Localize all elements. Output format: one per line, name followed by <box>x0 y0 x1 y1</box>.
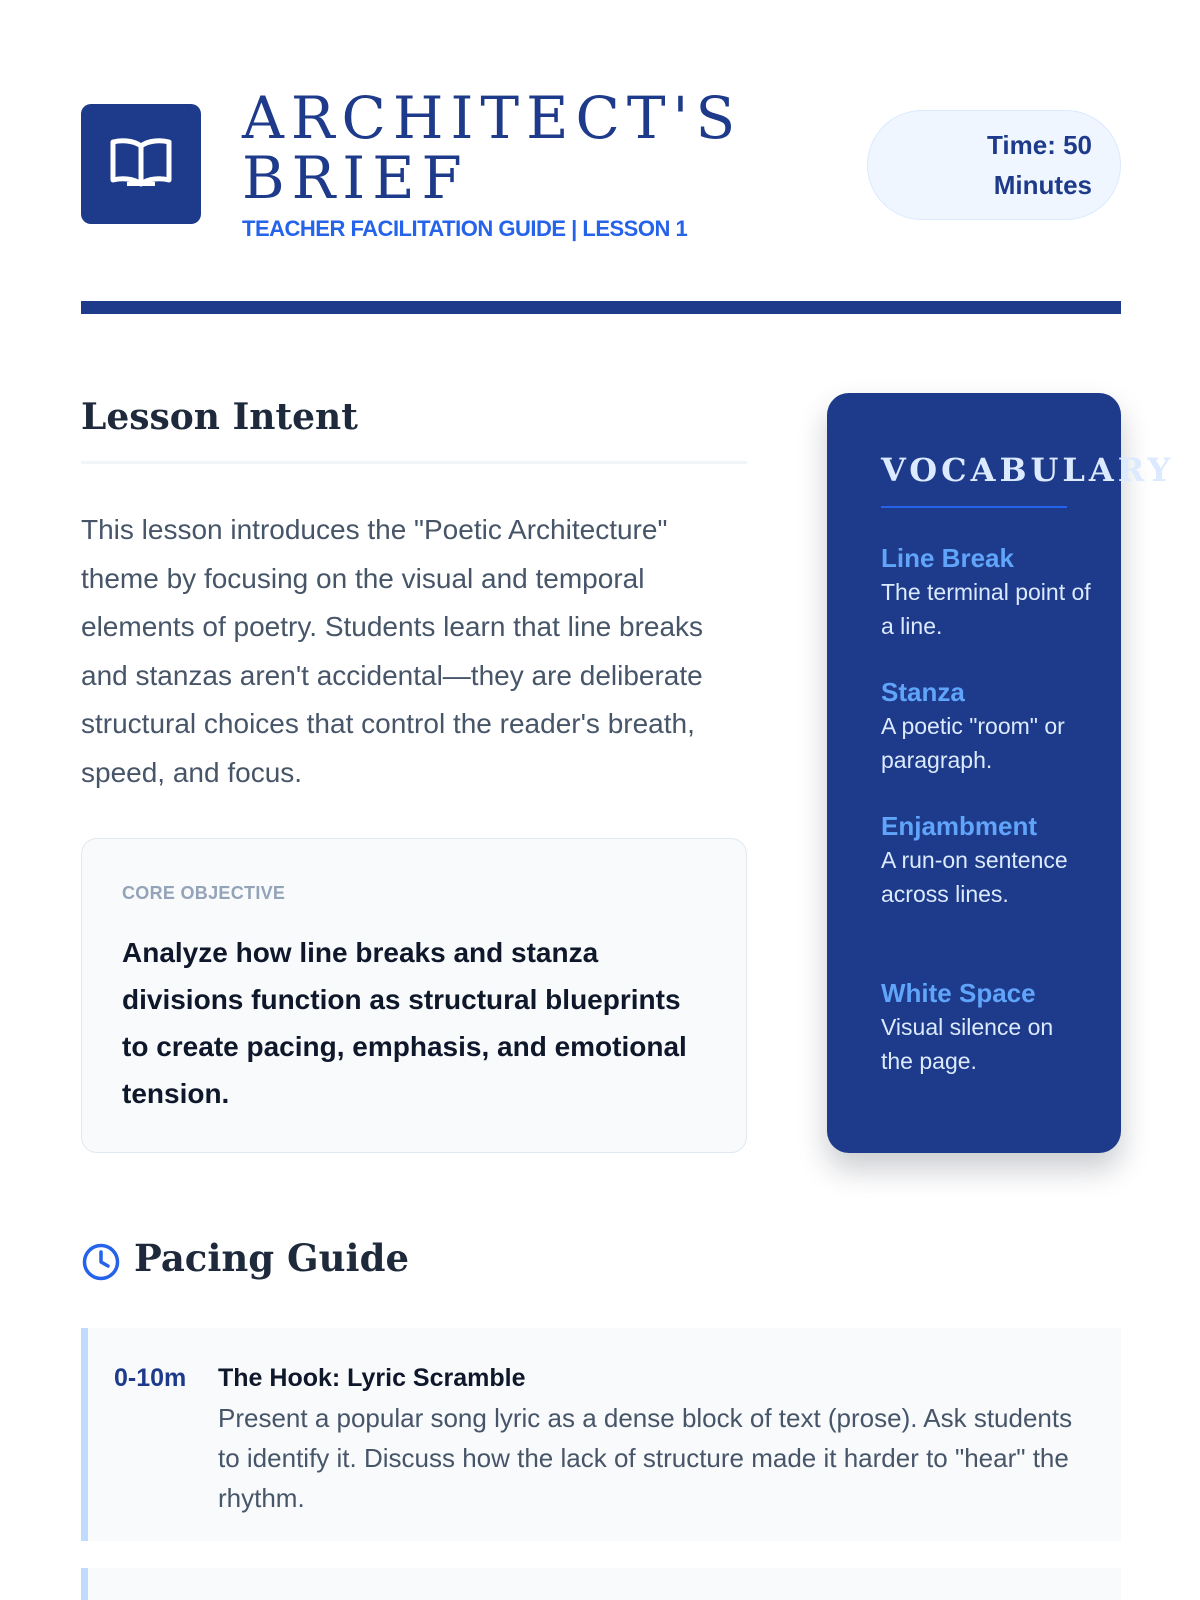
vocab-term-name: Line Break <box>881 543 1014 573</box>
vocabulary-heading: VOCABULARY <box>881 451 1175 489</box>
vocab-term-name: Enjambment <box>881 811 1038 841</box>
pacing-row <box>81 1568 1121 1600</box>
lesson-intent-text: This lesson introduces the "Poetic Architecture" theme by focusing on the visual and temporal elements of poetry. Students learn that line breaks and stanzas aren't accidental—they are deliberate structural choices that control the reader's breath, speed, and focus. <box>81 514 704 788</box>
pacing-time: 0-10m <box>114 1364 187 1392</box>
core-objective-card <box>81 838 747 1153</box>
vocab-term-definition: The terminal point of a line. <box>881 579 1091 639</box>
header <box>81 84 1121 248</box>
pacing-description: Present a popular song lyric as a dense block of text (prose). Ask students to identify it. Discuss how the lack of structure made it harder to "hear" the rhythm. <box>218 1403 1073 1513</box>
pacing-row <box>81 1328 1121 1541</box>
core-objective-text: Analyze how line breaks and stanza divisions function as structural blueprints to create pacing, emphasis, and emotional tension. <box>122 937 687 1109</box>
vocab-term-name: White Space <box>881 978 1036 1008</box>
vocab-term-name: Stanza <box>881 677 965 707</box>
vocab-term-definition: Visual silence on the page. <box>881 1014 1054 1074</box>
lesson-intent-heading: Lesson Intent <box>81 396 358 438</box>
open-book-icon <box>109 136 173 192</box>
vocabulary-divider <box>881 506 1067 508</box>
page-title: ARCHITECT'S BRIEF <box>242 84 743 212</box>
pacing-guide-heading: Pacing Guide <box>134 1236 410 1280</box>
pacing-title: The Hook: Lyric Scramble <box>218 1364 526 1392</box>
logo <box>81 104 201 224</box>
time-badge <box>867 110 1121 220</box>
vocab-term-definition: A poetic "room" or paragraph. <box>881 713 1065 773</box>
page-subtitle: TEACHER FACILITATION GUIDE | LESSON 1 <box>242 216 688 241</box>
intent-divider <box>81 461 747 464</box>
header-divider <box>81 301 1121 314</box>
vocab-term-definition: A run-on sentence across lines. <box>881 847 1068 907</box>
vocab-term <box>881 541 1091 643</box>
clock-icon <box>81 1242 121 1282</box>
vocab-term <box>881 976 1091 1078</box>
vocab-term <box>881 675 1091 777</box>
vocab-term <box>881 809 1091 911</box>
core-objective-label: CORE OBJECTIVE <box>122 883 286 903</box>
vocabulary-panel <box>827 393 1175 1153</box>
time-label: Time: 50 Minutes <box>986 130 1092 200</box>
